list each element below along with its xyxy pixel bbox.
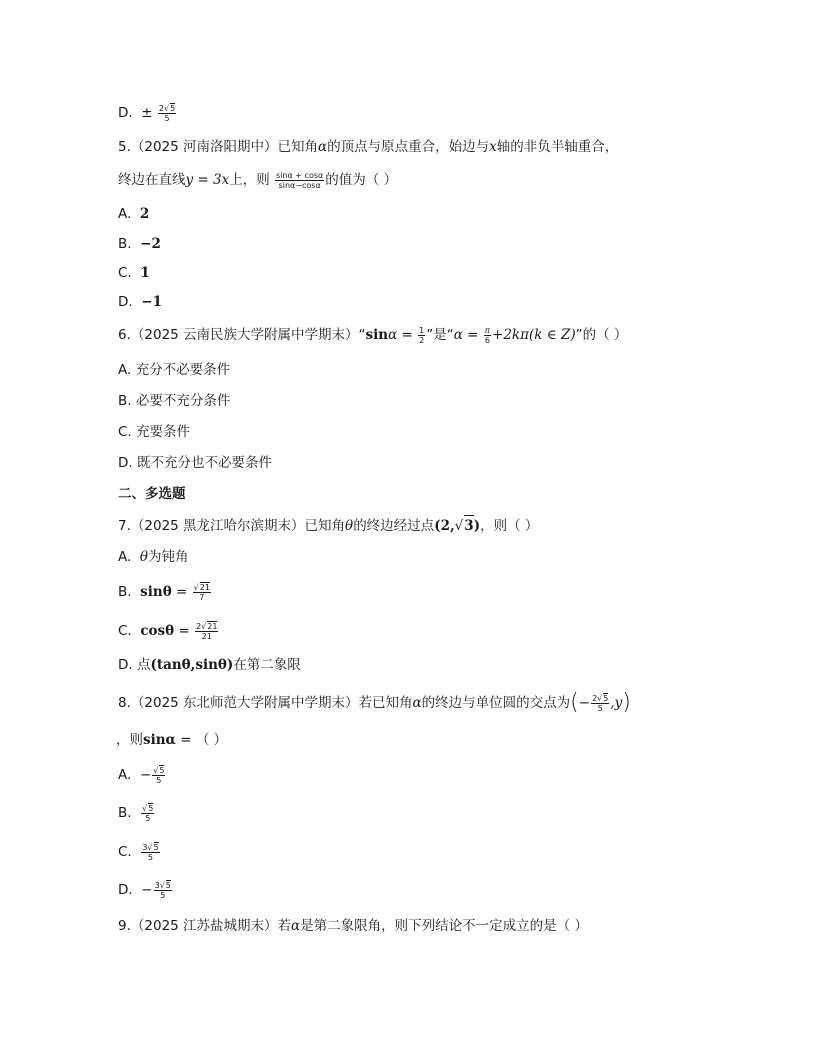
q8-stem-line1: 8.（2025 东北师范大学附属中学期末）若已知角α的终边与单位圆的交点为(− $\frac{2√5}{5}$ ,y): [118, 690, 631, 715]
q6-option-d[interactable]: D. 既不充分也不必要条件: [118, 455, 272, 471]
q5-option-a[interactable]: A. 2: [118, 206, 150, 222]
q5-stem-line2: 终边在直线y = 3x上，则 $\frac{\sin\alpha + \cos\alpha}{\sin\alpha-\cos\alpha}$ 的值为（ ）: [118, 170, 398, 190]
q5-option-d[interactable]: D. −1: [118, 294, 162, 310]
q5-stem-line1: 5.（2025 河南洛阳期中）已知角α的顶点与原点重合，始边与x轴的非负半轴重合，: [118, 139, 619, 155]
q7-option-c[interactable]: C. cosθ = $\frac{2√21}{21}$: [118, 622, 218, 641]
q6-option-c[interactable]: C. 充要条件: [118, 424, 191, 440]
fraction: $\frac{\sin\alpha + \cos\alpha}{\sin\alpha-\cos\alpha}$: [276, 170, 324, 190]
q5-option-b[interactable]: B. −2: [118, 236, 161, 252]
q6-stem: 6.（2025 云南民族大学附属中学期末）“sinα = $\frac{1}{2}$ ”是“α = $\frac{\pi}{6}$ +2kπ(k ∈ Z)”的（ ）: [118, 325, 628, 345]
plus-minus: ±: [141, 105, 153, 121]
q7-option-b[interactable]: B. sinθ = $\frac{√21}{7}$: [118, 583, 210, 602]
q7-option-d[interactable]: D. 点(tanθ,sinθ)在第二象限: [118, 657, 301, 673]
q5-option-c[interactable]: C. 1: [118, 265, 150, 281]
question-source: （2025 黑龙江哈尔滨期末）: [130, 518, 305, 534]
section-title: 二、多选题: [118, 486, 186, 502]
q7-stem: 7.（2025 黑龙江哈尔滨期末）已知角θ的终边经过点(2,√3)，则（ ）: [118, 515, 538, 536]
option-label: D.: [118, 105, 133, 121]
fraction: $\frac{2√5}{5}$: [158, 104, 176, 123]
question-source: （2025 江苏盐城期末）: [130, 918, 278, 934]
q6-option-b[interactable]: B. 必要不充分条件: [118, 393, 231, 409]
question-source: （2025 河南洛阳期中）: [130, 139, 278, 155]
q4-option-d: [118, 103, 177, 123]
q7-option-a[interactable]: A. θ为钝角: [118, 549, 189, 565]
q6-option-a[interactable]: A. 充分不必要条件: [118, 362, 231, 378]
question-source: （2025 云南民族大学附属中学期末）: [130, 327, 359, 343]
q8-option-d[interactable]: D. − $\frac{3√5}{5}$: [118, 881, 171, 900]
question-source: （2025 东北师范大学附属中学期末）: [130, 695, 359, 711]
q8-stem-line2: ，则sinα = （ ）: [116, 732, 228, 748]
q8-option-a[interactable]: A. − $\frac{√5}{5}$: [118, 766, 165, 785]
q9-stem: 9.（2025 江苏盐城期末）若α是第二象限角，则下列结论不一定成立的是（ ）: [118, 918, 588, 934]
q8-option-c[interactable]: C. $\frac{3√5}{5}$: [118, 843, 159, 862]
q8-option-b[interactable]: B. $\frac{√5}{5}$: [118, 804, 154, 823]
